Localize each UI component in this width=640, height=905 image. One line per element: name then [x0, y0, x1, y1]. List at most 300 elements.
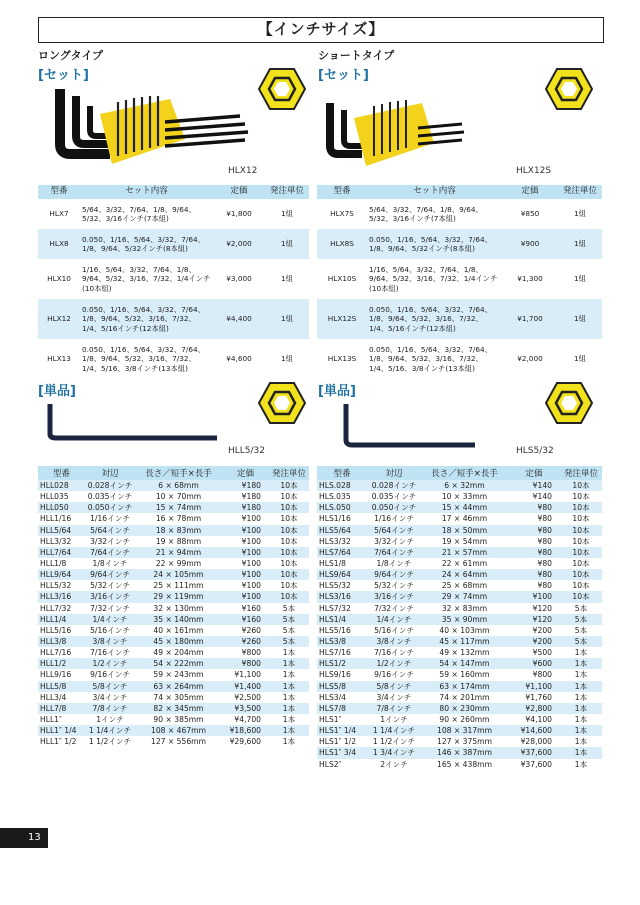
- table-cell: 1組: [558, 299, 602, 339]
- table-row: [38, 502, 309, 513]
- left-single-table: [38, 466, 309, 747]
- table-cell: ¥29,600: [229, 737, 261, 747]
- table-cell: 5/8インチ: [367, 681, 421, 692]
- table-cell: ¥800: [532, 670, 552, 680]
- right-set-label: [セット]: [318, 68, 369, 83]
- table-cell: 5本: [574, 625, 588, 635]
- table-cell: 3/4インチ: [376, 692, 412, 702]
- table-cell: 1本: [269, 703, 309, 714]
- table-cell: ¥160: [241, 603, 261, 613]
- table-cell: ¥2,000: [213, 229, 265, 259]
- table-cell: 1/16、5/64、3/32、7/64、1/8、9/64、5/32、3/16、7/32、1/4インチ(10本組): [82, 264, 211, 293]
- table-row: [38, 736, 309, 747]
- table-cell: 10本: [280, 514, 298, 524]
- left-single-label: [単品]: [38, 384, 76, 399]
- table-row: [317, 558, 602, 569]
- table-cell: HLL7/32: [40, 603, 72, 613]
- table-cell: ¥80: [508, 569, 560, 580]
- table-cell: 127 × 556mm: [151, 737, 206, 747]
- table-cell: 1本: [269, 658, 309, 669]
- table-cell: ¥160: [222, 614, 269, 625]
- table-cell: 74 × 201mm: [439, 692, 490, 702]
- table-cell: ¥80: [508, 547, 560, 558]
- table-cell: 90 × 385mm: [153, 715, 204, 725]
- table-row: [38, 692, 309, 703]
- table-cell: HLS1/4: [317, 614, 367, 625]
- table-cell: ¥260: [222, 636, 269, 647]
- table-cell: 10本: [269, 502, 309, 513]
- table-cell: 3/8インチ: [367, 636, 421, 647]
- table-cell: 5/64、3/32、7/64、1/8、9/64、5/32、3/16インチ(7本組): [369, 204, 483, 223]
- table-cell: 1組: [265, 229, 309, 259]
- table-cell: 5本: [560, 636, 602, 647]
- right-set-table: [317, 185, 602, 379]
- table-cell: ¥100: [222, 525, 269, 536]
- table-cell: 1本: [560, 703, 602, 714]
- table-cell: ¥1,700: [502, 299, 558, 339]
- column-header: 定価: [222, 466, 269, 480]
- table-cell: 1本: [282, 737, 296, 747]
- table-cell: HLX12: [38, 299, 80, 339]
- table-cell: ¥100: [222, 591, 269, 602]
- table-cell: 40 × 161mm: [153, 625, 204, 635]
- table-cell: ¥2,500: [234, 692, 261, 702]
- table-cell: 7/64インチ: [85, 547, 135, 558]
- table-cell: ¥18,600: [222, 725, 269, 736]
- table-cell: HLL5/16: [40, 625, 72, 635]
- table-cell: 10本: [280, 581, 298, 591]
- table-cell: 10本: [572, 536, 590, 546]
- table-cell: ¥200: [532, 625, 552, 635]
- table-cell: 5本: [269, 614, 309, 625]
- table-cell: 1本: [560, 725, 602, 736]
- column-header: 発注単位: [269, 466, 309, 480]
- table-row: [38, 591, 309, 602]
- table-row: [317, 636, 602, 647]
- table-cell: HLL5/8: [38, 681, 85, 692]
- right-single-table: [317, 466, 602, 770]
- table-cell: 108 × 467mm: [135, 725, 222, 736]
- table-row: [317, 502, 602, 513]
- table-cell: ¥14,600: [508, 725, 560, 736]
- table-cell: 18 × 83mm: [135, 525, 222, 536]
- table-cell: 127 × 375mm: [437, 737, 492, 747]
- table-cell: HLS.035: [319, 492, 351, 502]
- table-cell: ¥37,600: [520, 759, 552, 769]
- table-cell: HLS7/32: [319, 603, 351, 613]
- column-header: セット内容: [80, 185, 213, 199]
- hex-bolt-icon: [545, 68, 593, 110]
- table-cell: HLL5/64: [38, 525, 85, 536]
- table-cell: 3/8インチ: [85, 636, 135, 647]
- table-cell: 63 × 264mm: [135, 681, 222, 692]
- table-cell: HLX8S: [317, 229, 367, 259]
- table-cell: HLS9/64: [317, 569, 367, 580]
- table-cell: HLL3/8: [38, 636, 85, 647]
- table-row: [38, 536, 309, 547]
- table-cell: ¥4,700: [234, 715, 261, 725]
- table-cell: HLS9/16: [319, 670, 351, 680]
- table-cell: 49 × 204mm: [153, 648, 204, 658]
- table-cell: 7/32インチ: [374, 603, 414, 613]
- table-cell: 0.050、1/16、5/64、3/32、7/64、1/8、9/64、5/32、3/16、7/32、1/4、5/16、3/8インチ(13本組): [369, 344, 492, 373]
- column-header: 定価: [508, 466, 560, 480]
- table-cell: HLX13: [47, 354, 71, 364]
- table-cell: 1/2インチ: [85, 658, 135, 669]
- table-cell: ¥37,600: [508, 747, 560, 758]
- table-cell: HLL1″ 1/4: [38, 725, 85, 736]
- table-cell: ¥3,500: [222, 703, 269, 714]
- table-cell: 1 1/4インチ: [367, 725, 421, 736]
- table-cell: 74 × 305mm: [153, 692, 204, 702]
- table-cell: 10本: [269, 591, 309, 602]
- table-cell: ¥180: [222, 502, 269, 513]
- table-cell: 1インチ: [380, 715, 408, 725]
- table-cell: 29 × 119mm: [135, 591, 222, 602]
- table-cell: HLS1″ 1/2: [319, 737, 357, 747]
- table-row: [38, 603, 309, 614]
- column-header: 対辺: [85, 466, 135, 480]
- table-cell: 1本: [282, 692, 296, 702]
- table-cell: 80 × 230mm: [421, 703, 508, 714]
- hex-key-long-photo: [42, 400, 222, 444]
- table-row: [317, 591, 602, 602]
- table-cell: 1本: [574, 648, 588, 658]
- column-header: 定価: [502, 185, 558, 199]
- left-set-caption: HLX12: [228, 166, 258, 176]
- table-cell: 5本: [574, 603, 588, 613]
- table-cell: 54 × 222mm: [135, 658, 222, 669]
- table-cell: ¥200: [508, 636, 560, 647]
- table-cell: 17 × 46mm: [441, 514, 488, 524]
- table-row: [317, 736, 602, 747]
- table-cell: HLL1″: [40, 715, 62, 725]
- table-cell: ¥2,800: [508, 703, 560, 714]
- table-cell: 1本: [269, 725, 309, 736]
- table-row: [38, 547, 309, 558]
- hex-key-set-short-photo: [322, 88, 472, 168]
- table-cell: ¥800: [241, 648, 261, 658]
- table-row: [38, 658, 309, 669]
- table-cell: 1組: [281, 274, 293, 284]
- table-row: [38, 569, 309, 580]
- table-cell: 59 × 243mm: [153, 670, 204, 680]
- table-cell: HLS5/64: [317, 525, 367, 536]
- column-header: 定価: [213, 185, 265, 199]
- table-row: [38, 647, 309, 658]
- table-cell: 1/16、5/64、3/32、7/64、1/8、9/64、5/32、3/16、7/32、1/4インチ(10本組): [369, 264, 498, 293]
- table-cell: 1/4インチ: [367, 614, 421, 625]
- table-cell: ¥100: [241, 559, 261, 569]
- table-row: [38, 725, 309, 736]
- table-cell: HLL1″ 1/2: [40, 737, 77, 747]
- table-cell: HLX10: [47, 274, 71, 284]
- table-cell: 10本: [280, 492, 298, 502]
- hex-bolt-icon: [258, 68, 306, 110]
- table-cell: 1/8インチ: [376, 559, 412, 569]
- table-cell: ¥140: [508, 480, 560, 491]
- table-cell: ¥1,760: [525, 692, 552, 702]
- table-cell: 7/8インチ: [367, 703, 421, 714]
- column-header: セット内容: [367, 185, 502, 199]
- table-cell: 1組: [574, 209, 586, 219]
- table-row: [317, 569, 602, 580]
- table-cell: ¥4,600: [226, 354, 252, 364]
- right-single-caption: HLS5/32: [516, 446, 554, 456]
- table-cell: 54 × 147mm: [421, 658, 508, 669]
- table-cell: 35 × 90mm: [421, 614, 508, 625]
- table-cell: ¥600: [508, 658, 560, 669]
- table-cell: 0.050、1/16、5/64、3/32、7/64、1/8、9/64、5/32インチ(8本組): [367, 229, 502, 259]
- table-cell: HLL9/64: [38, 569, 85, 580]
- table-cell: HLX7S: [330, 209, 354, 219]
- table-row: [38, 558, 309, 569]
- table-cell: 5/64インチ: [367, 525, 421, 536]
- hex-key-short-photo: [340, 400, 480, 450]
- table-cell: HLX10S: [327, 274, 357, 284]
- table-row: [317, 536, 602, 547]
- table-row: [38, 513, 309, 524]
- table-cell: 7/16インチ: [374, 648, 414, 658]
- table-cell: 0.050、1/16、5/64、3/32、7/64、1/8、9/64、5/32、3/16、7/32、1/4、5/16インチ(12本組): [80, 299, 213, 339]
- table-cell: 3/16インチ: [85, 591, 135, 602]
- table-cell: 6 × 32mm: [421, 480, 508, 491]
- page-number: 13: [0, 828, 48, 848]
- table-cell: HLL028: [38, 480, 85, 491]
- table-row: [317, 747, 602, 758]
- table-cell: ¥4,100: [525, 715, 552, 725]
- column-header: 発注単位: [558, 185, 602, 199]
- table-cell: 5/32インチ: [374, 581, 414, 591]
- table-cell: ¥1,800: [226, 209, 252, 219]
- table-cell: 10本: [280, 559, 298, 569]
- table-row: [317, 480, 602, 491]
- table-cell: 1 1/4インチ: [85, 725, 135, 736]
- table-cell: ¥180: [222, 480, 269, 491]
- table-cell: HLL7/64: [38, 547, 85, 558]
- table-cell: 10本: [560, 480, 602, 491]
- table-cell: 1/8インチ: [92, 559, 128, 569]
- table-cell: 1/2インチ: [367, 658, 421, 669]
- table-row: [317, 681, 602, 692]
- table-cell: HLL7/8: [38, 703, 85, 714]
- column-header: 発注単位: [265, 185, 309, 199]
- table-cell: ¥120: [508, 614, 560, 625]
- table-cell: HLS2″: [319, 759, 342, 769]
- table-cell: 10本: [269, 480, 309, 491]
- left-set-table: [38, 185, 309, 379]
- table-cell: 7/32インチ: [90, 603, 130, 613]
- table-cell: 15 × 74mm: [135, 502, 222, 513]
- table-cell: HLS5/32: [319, 581, 351, 591]
- table-cell: HLL1/2: [38, 658, 85, 669]
- table-cell: ¥2,000: [517, 354, 543, 364]
- table-cell: ¥80: [537, 559, 552, 569]
- table-cell: ¥1,400: [222, 681, 269, 692]
- table-cell: 45 × 180mm: [135, 636, 222, 647]
- table-cell: HLL1/16: [40, 514, 72, 524]
- table-cell: 18 × 50mm: [421, 525, 508, 536]
- table-cell: ¥28,000: [520, 737, 552, 747]
- table-cell: HLX12S: [317, 299, 367, 339]
- table-row: [317, 547, 602, 558]
- table-cell: 1インチ: [96, 715, 124, 725]
- table-cell: ¥100: [241, 581, 261, 591]
- table-cell: 1本: [574, 670, 588, 680]
- table-cell: ¥1,300: [517, 274, 543, 284]
- table-cell: 0.050、1/16、5/64、3/32、7/64、1/8、9/64、5/32、3/16、7/32、1/4、5/16インチ(12本組): [367, 299, 502, 339]
- column-header: 型番: [317, 185, 367, 199]
- table-cell: 3/4インチ: [92, 692, 128, 702]
- table-cell: 1本: [282, 648, 296, 658]
- column-header: 対辺: [367, 466, 421, 480]
- table-row: [38, 480, 309, 491]
- table-row: [317, 759, 602, 770]
- table-cell: HLL3/32: [40, 536, 72, 546]
- column-header: 型番: [38, 466, 85, 480]
- table-cell: 32 × 83mm: [441, 603, 488, 613]
- table-cell: ¥120: [532, 603, 552, 613]
- table-row: [317, 647, 602, 658]
- table-cell: HLL9/16: [40, 670, 72, 680]
- table-cell: HLS3/4: [319, 692, 346, 702]
- right-set-caption: HLX12S: [516, 166, 552, 176]
- table-row: [317, 714, 602, 725]
- table-cell: 10本: [560, 525, 602, 536]
- table-cell: 0.050インチ: [367, 502, 421, 513]
- table-cell: 1本: [560, 658, 602, 669]
- table-cell: ¥4,400: [213, 299, 265, 339]
- column-header: 長さ／短手×長手: [135, 466, 222, 480]
- table-cell: 29 × 74mm: [421, 591, 508, 602]
- table-cell: HLL035: [40, 492, 69, 502]
- table-cell: HLS1/2: [317, 658, 367, 669]
- column-header: 型番: [38, 185, 80, 199]
- table-cell: HLS1/16: [319, 514, 351, 524]
- table-cell: 15 × 44mm: [421, 502, 508, 513]
- table-cell: ¥260: [241, 625, 261, 635]
- table-cell: HLL3/16: [38, 591, 85, 602]
- table-row: [38, 625, 309, 636]
- table-cell: ¥800: [222, 658, 269, 669]
- table-cell: 22 × 61mm: [441, 559, 488, 569]
- table-row: [317, 669, 602, 680]
- table-cell: 1本: [560, 747, 602, 758]
- table-row: [317, 580, 602, 591]
- table-cell: 24 × 105mm: [135, 569, 222, 580]
- table-cell: 1/16インチ: [90, 514, 130, 524]
- table-cell: HLS1″: [319, 715, 342, 725]
- table-cell: 5本: [282, 603, 296, 613]
- table-cell: 21 × 94mm: [135, 547, 222, 558]
- table-cell: 5本: [282, 625, 296, 635]
- table-cell: 9/16インチ: [90, 670, 130, 680]
- table-cell: ¥100: [241, 536, 261, 546]
- table-row: [317, 692, 602, 703]
- table-cell: 1本: [282, 670, 296, 680]
- table-row: [38, 703, 309, 714]
- table-cell: 5/8インチ: [85, 681, 135, 692]
- table-cell: 10本: [572, 514, 590, 524]
- table-cell: HLS7/16: [319, 648, 351, 658]
- table-cell: 1組: [558, 229, 602, 259]
- table-cell: 108 × 317mm: [421, 725, 508, 736]
- hex-key-set-long-photo: [40, 84, 250, 166]
- table-cell: 3/32インチ: [90, 536, 130, 546]
- table-cell: 7/8インチ: [85, 703, 135, 714]
- table-cell: ¥80: [537, 581, 552, 591]
- table-cell: 5/16インチ: [90, 625, 130, 635]
- table-cell: HLS3/8: [317, 636, 367, 647]
- table-cell: 0.035インチ: [87, 492, 133, 502]
- table-cell: 35 × 140mm: [135, 614, 222, 625]
- table-row: [317, 658, 602, 669]
- column-header: 長さ／短手×長手: [421, 466, 508, 480]
- table-cell: 1本: [269, 681, 309, 692]
- left-single-caption: HLL5/32: [228, 446, 266, 456]
- table-cell: HLS7/64: [317, 547, 367, 558]
- table-cell: HLS1″ 1/4: [317, 725, 367, 736]
- table-cell: HLS3/32: [319, 536, 351, 546]
- hex-bolt-icon: [545, 382, 593, 424]
- page-title: 【インチサイズ】: [38, 17, 604, 43]
- table-cell: 10本: [572, 559, 590, 569]
- column-header: 発注単位: [560, 466, 602, 480]
- table-cell: 1組: [574, 274, 586, 284]
- table-cell: 5本: [269, 636, 309, 647]
- table-cell: 5/32インチ: [90, 581, 130, 591]
- table-cell: 1組: [281, 354, 293, 364]
- table-cell: 10本: [560, 591, 602, 602]
- table-row: [38, 614, 309, 625]
- column-header: 型番: [317, 466, 367, 480]
- table-row: [38, 669, 309, 680]
- table-cell: 1本: [282, 715, 296, 725]
- table-cell: 10 × 33mm: [441, 492, 488, 502]
- table-cell: HLX8: [38, 229, 80, 259]
- table-cell: 1組: [265, 299, 309, 339]
- table-cell: 1 3/4インチ: [367, 747, 421, 758]
- table-cell: 10本: [572, 581, 590, 591]
- table-row: [38, 714, 309, 725]
- table-cell: 1/4インチ: [85, 614, 135, 625]
- table-cell: 16 × 78mm: [155, 514, 202, 524]
- table-cell: 5/16インチ: [374, 625, 414, 635]
- table-row: [317, 603, 602, 614]
- table-cell: HLX13S: [327, 354, 357, 364]
- table-cell: 1本: [574, 692, 588, 702]
- table-cell: ¥850: [520, 209, 540, 219]
- table-row: [317, 614, 602, 625]
- table-cell: 10 × 70mm: [155, 492, 202, 502]
- table-cell: 9/64インチ: [367, 569, 421, 580]
- table-cell: 1本: [574, 737, 588, 747]
- table-row: [317, 525, 602, 536]
- table-cell: ¥3,000: [226, 274, 252, 284]
- table-row: [38, 525, 309, 536]
- table-cell: HLL1/4: [38, 614, 85, 625]
- table-cell: 82 × 345mm: [135, 703, 222, 714]
- table-cell: 19 × 88mm: [155, 536, 202, 546]
- table-cell: ¥180: [241, 492, 261, 502]
- table-cell: HLS1/8: [319, 559, 346, 569]
- table-cell: 1組: [574, 354, 586, 364]
- left-set-label: [セット]: [38, 68, 89, 83]
- table-cell: 6 × 68mm: [135, 480, 222, 491]
- table-cell: HLL1/8: [40, 559, 67, 569]
- table-cell: ¥1,100: [234, 670, 261, 680]
- table-row: [317, 625, 602, 636]
